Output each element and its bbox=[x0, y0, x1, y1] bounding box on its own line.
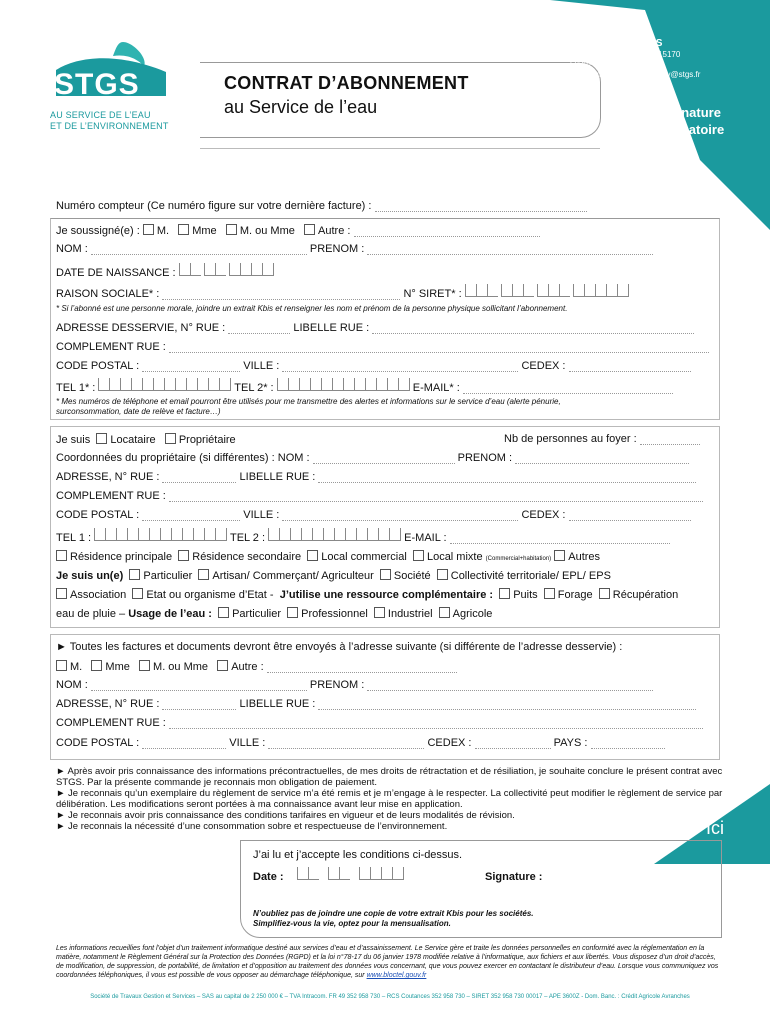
well-label: Puits bbox=[513, 589, 538, 601]
company-footer: Société de Travaux Gestion et Services – SAS au capital de 2 250 000 € – TVA Intracom. FR 49 352 958 730 – RCS Coutances 352 958 730 – SIRET 352 958 730 00017 – APE 3600Z - Dom. Banc. : Crédit Agricole Avranches bbox=[90, 994, 690, 1000]
email-label: E-MAIL* : bbox=[412, 382, 460, 394]
association-row bbox=[56, 588, 678, 601]
other-use-label: Autres bbox=[568, 551, 601, 563]
usage-professional-label: Professionnel bbox=[301, 608, 368, 620]
owner-complement-row bbox=[56, 490, 703, 502]
complement-field[interactable] bbox=[169, 342, 709, 353]
billing-country-field[interactable] bbox=[591, 738, 665, 749]
billing-postal-field[interactable] bbox=[142, 738, 226, 749]
return-address-2: 50307 Avranches Cedex 7 bbox=[570, 60, 664, 69]
billing-other-checkbox[interactable] bbox=[217, 660, 228, 671]
owner-cedex-field[interactable] bbox=[569, 510, 691, 521]
meter-number-field[interactable] bbox=[375, 201, 587, 212]
civility-m-mme-label: M. ou Mme bbox=[239, 225, 295, 237]
usage-row bbox=[56, 607, 492, 620]
civility-m-mme-checkbox[interactable] bbox=[226, 224, 237, 235]
postal-row bbox=[56, 360, 691, 372]
first-name-label: PRENOM : bbox=[309, 243, 365, 255]
billing-cedex-field[interactable] bbox=[475, 738, 551, 749]
owner-name-row bbox=[56, 452, 689, 464]
collectivity-checkbox[interactable] bbox=[437, 569, 448, 580]
owner-phone2-label: TEL 2 : bbox=[229, 532, 266, 544]
legal-notice bbox=[56, 944, 724, 980]
owner-name-field[interactable] bbox=[313, 453, 455, 464]
rainwater-checkbox[interactable] bbox=[599, 588, 610, 599]
secondary-residence-label: Résidence secondaire bbox=[192, 551, 302, 563]
company-label: Société bbox=[393, 570, 431, 582]
page-title: CONTRAT D’ABONNEMENT bbox=[224, 73, 469, 93]
logo-tagline-2: ET DE L’ENVIRONNEMENT bbox=[50, 121, 169, 131]
household-field[interactable] bbox=[640, 434, 700, 445]
logo-text: STGS bbox=[54, 68, 140, 101]
complement-label: COMPLEMENT RUE : bbox=[56, 341, 166, 353]
mixed-checkbox[interactable] bbox=[413, 550, 424, 561]
company-name-label: RAISON SOCIALE* : bbox=[56, 288, 160, 300]
rainwater-label: Récupération bbox=[612, 589, 679, 601]
phone2-label: TEL 2* : bbox=[234, 382, 274, 394]
first-name-field[interactable] bbox=[367, 244, 653, 255]
owner-address-row bbox=[56, 471, 696, 483]
civility-other-checkbox[interactable] bbox=[304, 224, 315, 235]
service-address-label: ADRESSE DESSERVIE, N° RUE : bbox=[56, 322, 226, 334]
billing-m-mme-checkbox[interactable] bbox=[139, 660, 150, 671]
owner-label: Propriétaire bbox=[178, 434, 236, 446]
company-note: * Si l’abonné est une personne morale, joindre un extrait Kbis et renseigner les nom et prénom de la personne physique sollicitant l’abonnement. bbox=[56, 304, 568, 313]
residence-row bbox=[56, 550, 600, 563]
individual-label: Particulier bbox=[143, 570, 193, 582]
last-name-label: NOM : bbox=[56, 243, 88, 255]
return-info bbox=[570, 38, 760, 80]
date-label: Date : bbox=[253, 871, 284, 883]
civility-mme-checkbox[interactable] bbox=[178, 224, 189, 235]
household-row bbox=[504, 433, 700, 445]
title-underline bbox=[200, 148, 600, 149]
association-label: Association bbox=[70, 589, 127, 601]
phone-row bbox=[56, 378, 673, 394]
company-name-field[interactable] bbox=[162, 289, 400, 300]
billing-mme-label: Mme bbox=[105, 661, 130, 673]
birthdate-row bbox=[56, 263, 274, 279]
civility-m-label: M. bbox=[156, 225, 170, 237]
billing-address-label: ADRESSE, N° RUE : bbox=[56, 698, 160, 710]
return-title: A retourner à STGS bbox=[570, 38, 663, 49]
other-use-checkbox[interactable] bbox=[554, 550, 565, 561]
owner-complement-label: COMPLEMENT RUE : bbox=[56, 490, 166, 502]
civility-label: Je soussigné(e) : bbox=[56, 225, 140, 237]
billing-address-row bbox=[56, 698, 696, 710]
billing-m-label: M. bbox=[70, 661, 83, 673]
street-field[interactable] bbox=[372, 323, 694, 334]
artisan-label: Artisan/ Commerçant/ Agriculteur bbox=[212, 570, 374, 582]
meter-number-row bbox=[56, 200, 587, 212]
postal-code-label: CODE POSTAL : bbox=[56, 360, 140, 372]
accept-text: J’ai lu et j’accepte les conditions ci-dessus. bbox=[253, 849, 463, 861]
billing-m-checkbox[interactable] bbox=[56, 660, 67, 671]
birthdate-field[interactable] bbox=[179, 263, 274, 279]
rainwater-label-cont: eau de pluie – bbox=[56, 608, 126, 620]
billing-city-field[interactable] bbox=[268, 738, 424, 749]
billing-postal-label: CODE POSTAL : bbox=[56, 737, 140, 749]
service-address-number-field[interactable] bbox=[228, 323, 290, 334]
owner-street-label: LIBELLE RUE : bbox=[239, 471, 316, 483]
owner-phone-row bbox=[56, 528, 670, 544]
sign-here-label: Ici bbox=[706, 818, 724, 838]
billing-complement-label: COMPLEMENT RUE : bbox=[56, 717, 166, 729]
owner-city-field[interactable] bbox=[282, 510, 518, 521]
state-label: Etat ou organisme d’Etat - bbox=[146, 589, 274, 601]
billing-other-label: Autre : bbox=[231, 661, 264, 673]
mixed-note: (Commercial+habitation) bbox=[485, 556, 552, 562]
page-subtitle: au Service de l’eau bbox=[224, 97, 378, 117]
borehole-checkbox[interactable] bbox=[544, 588, 555, 599]
billing-firstname-field[interactable] bbox=[367, 680, 653, 691]
billing-firstname-label: PRENOM : bbox=[309, 679, 365, 691]
tenant-label: Locataire bbox=[110, 434, 156, 446]
owner-phone1-field[interactable] bbox=[94, 528, 227, 544]
artisan-checkbox[interactable] bbox=[198, 569, 209, 580]
billing-country-label: PAYS : bbox=[553, 737, 588, 749]
owner-street-field[interactable] bbox=[318, 472, 696, 483]
usage-agricultural-label: Agricole bbox=[452, 608, 493, 620]
billing-name-row bbox=[56, 679, 653, 691]
last-name-field[interactable] bbox=[91, 244, 307, 255]
phone1-label: TEL 1* : bbox=[56, 382, 96, 394]
logo-tagline-1: AU SERVICE DE L’EAU bbox=[50, 110, 151, 120]
owner-firstname-label: PRENOM : bbox=[457, 452, 513, 464]
collectivity-label: Collectivité territoriale/ EPL/ EPS bbox=[450, 570, 611, 582]
phone2-field[interactable] bbox=[277, 378, 410, 394]
billing-m-mme-label: M. ou Mme bbox=[153, 661, 209, 673]
billing-intro: ► Toutes les factures et documents devront être envoyés à l’adresse suivante (si différente de l’adresse desservie) : bbox=[56, 641, 623, 653]
cedex-label: CEDEX : bbox=[521, 360, 566, 372]
billing-complement-field[interactable] bbox=[169, 718, 703, 729]
owner-cedex-label: CEDEX : bbox=[521, 509, 566, 521]
owner-firstname-field[interactable] bbox=[515, 453, 689, 464]
billing-complement-row bbox=[56, 717, 703, 729]
street-label: LIBELLE RUE : bbox=[293, 322, 370, 334]
tenant-checkbox[interactable] bbox=[96, 433, 107, 444]
billing-mme-checkbox[interactable] bbox=[91, 660, 102, 671]
signature-required bbox=[636, 104, 746, 138]
usage-industrial-checkbox[interactable] bbox=[374, 607, 385, 618]
return-address-1: 22 rue des Grèves – CS 15170 bbox=[570, 50, 681, 59]
owner-postal-row bbox=[56, 509, 691, 521]
mixed-label: Local mixte bbox=[426, 551, 483, 563]
owner-email-label: E-MAIL : bbox=[404, 532, 447, 544]
household-label: Nb de personnes au foyer : bbox=[504, 433, 637, 445]
owner-city-label: VILLE : bbox=[243, 509, 280, 521]
signature-field[interactable] bbox=[551, 865, 711, 905]
usage-industrial-label: Industriel bbox=[387, 608, 433, 620]
billing-name-label: NOM : bbox=[56, 679, 88, 691]
usage-agricultural-checkbox[interactable] bbox=[439, 607, 450, 618]
billing-other-field[interactable] bbox=[267, 662, 457, 673]
terms-p4: ► Je reconnais la nécessité d’une consommation sobre et respectueuse de l’environnement. bbox=[56, 821, 448, 832]
stgs-logo bbox=[48, 38, 178, 138]
usage-individual-checkbox[interactable] bbox=[218, 607, 229, 618]
complement-row bbox=[56, 341, 709, 353]
billing-name-field[interactable] bbox=[91, 680, 307, 691]
entity-row bbox=[56, 569, 611, 582]
civility-row bbox=[56, 224, 540, 237]
signature-label: Signature : bbox=[485, 871, 543, 883]
return-email: Ou par mail : contrat-pontivy@stgs.fr bbox=[570, 70, 701, 79]
owner-complement-field[interactable] bbox=[169, 491, 703, 502]
postal-code-field[interactable] bbox=[142, 361, 240, 372]
tenant-row bbox=[56, 433, 236, 446]
usage-individual-label: Particulier bbox=[232, 608, 281, 620]
company-checkbox[interactable] bbox=[380, 569, 391, 580]
owner-postal-label: CODE POSTAL : bbox=[56, 509, 140, 521]
monthly-reminder: Simplifiez-vous la vie, optez pour la mensualisation. bbox=[253, 919, 451, 928]
commercial-label: Local commercial bbox=[321, 551, 407, 563]
kbis-reminder: N’oubliez pas de joindre une copie de votre extrait Kbis pour les sociétés. bbox=[253, 909, 534, 918]
usage-label: Usage de l’eau : bbox=[128, 608, 212, 620]
date-field[interactable] bbox=[297, 867, 404, 883]
siret-field[interactable] bbox=[465, 284, 629, 300]
civility-m-checkbox[interactable] bbox=[143, 224, 154, 235]
billing-city-label: VILLE : bbox=[229, 737, 266, 749]
birthdate-label: DATE DE NAISSANCE : bbox=[56, 267, 176, 279]
civility-other-label: Autre : bbox=[318, 225, 351, 237]
terms-p3: ► Je reconnais avoir pris connaissance des conditions tarifaires en vigueur et de leurs modalités de révision. bbox=[56, 810, 515, 821]
usage-professional-checkbox[interactable] bbox=[287, 607, 298, 618]
title-box bbox=[200, 62, 601, 138]
civility-mme-label: Mme bbox=[192, 225, 217, 237]
civility-other-field[interactable] bbox=[354, 226, 540, 237]
status-label: Je suis bbox=[56, 434, 91, 446]
terms-p1: ► Après avoir pris connaissance des informations précontractuelles, de mes droits de rétractation et de résiliation, je souhaite conclure le présent contrat avec STGS. Par la présente commande je reconnais mon obligation de paiement. bbox=[56, 766, 723, 788]
siret-label: N° SIRET* : bbox=[403, 288, 462, 300]
secondary-residence-checkbox[interactable] bbox=[178, 550, 189, 561]
owner-phone1-label: TEL 1 : bbox=[56, 532, 92, 544]
association-checkbox[interactable] bbox=[56, 588, 67, 599]
name-row bbox=[56, 243, 653, 255]
owner-checkbox[interactable] bbox=[165, 433, 176, 444]
owner-postal-field[interactable] bbox=[142, 510, 240, 521]
billing-street-label: LIBELLE RUE : bbox=[239, 698, 316, 710]
owner-address-field[interactable] bbox=[162, 472, 236, 483]
billing-cedex-label: CEDEX : bbox=[427, 737, 472, 749]
primary-residence-checkbox[interactable] bbox=[56, 550, 67, 561]
bloctel-link[interactable]: www.bloctel.gouv.fr bbox=[366, 972, 427, 979]
meter-number-label: Numéro compteur (Ce numéro figure sur votre dernière facture) : bbox=[56, 200, 372, 212]
billing-civility-row bbox=[56, 660, 457, 673]
owner-name-label: Coordonnées du propriétaire (si différentes) : NOM : bbox=[56, 452, 310, 464]
city-field[interactable] bbox=[282, 361, 518, 372]
entity-label: Je suis un(e) bbox=[56, 570, 124, 582]
owner-address-label: ADRESSE, N° RUE : bbox=[56, 471, 160, 483]
commercial-checkbox[interactable] bbox=[307, 550, 318, 561]
service-address-row bbox=[56, 322, 694, 334]
phone1-field[interactable] bbox=[98, 378, 231, 394]
signature-required-line2: obligatoire bbox=[657, 122, 725, 137]
city-label: VILLE : bbox=[243, 360, 280, 372]
individual-checkbox[interactable] bbox=[129, 569, 140, 580]
primary-residence-label: Résidence principale bbox=[70, 551, 173, 563]
billing-address-field[interactable] bbox=[162, 699, 236, 710]
contact-note-2: surconsommation, date de relève et facture…) bbox=[56, 407, 221, 416]
signature-box bbox=[240, 840, 722, 938]
signature-required-line1: Signature bbox=[661, 105, 721, 120]
legal-text: Les informations recueillies font l’objet d’un traitement informatique destiné aux services d’eau et d’assainissement. Le Service gère et traite les données personnelles en conformité avec la réglementation en la matière, notamment le Règlement Général sur la Protection des Données (RGPD) et la loi n°78-17 du 06 janvier 1978 modifiée relative à l’informatique, aux fichiers et aux libertés. Vous disposez d’un droit d’accès, de modification, de suppression, de portabilité, de limitation et d’opposition au traitement des données vous concernant, que vous pouvez exercer en contactant le distributeur d’eau. Lorsque vous communiquez vos coordonnées téléphoniques, il vous est possible de vous opposer au démarchage téléphonique, sur bbox=[56, 945, 719, 979]
cedex-field[interactable] bbox=[569, 361, 691, 372]
borehole-label: Forage bbox=[557, 589, 593, 601]
owner-phone2-field[interactable] bbox=[268, 528, 401, 544]
state-checkbox[interactable] bbox=[132, 588, 143, 599]
email-field[interactable] bbox=[463, 383, 673, 394]
company-row bbox=[56, 284, 629, 300]
resource-label: J’utilise une ressource complémentaire : bbox=[279, 589, 494, 601]
well-checkbox[interactable] bbox=[499, 588, 510, 599]
terms-p2: ► Je reconnais qu’un exemplaire du règlement de service m’a été remis et je m’engage à le respecter. La collectivité peut modifier le règlement de service par délibération. Les modifications seront portées à ma connaissance avant leur mise en application. bbox=[56, 788, 723, 810]
contact-note-1: * Mes numéros de téléphone et email pourront être utilisés pour me transmettre des alertes et informations sur le service d’eau (alerte pénurie, bbox=[56, 397, 561, 406]
terms bbox=[56, 766, 724, 832]
billing-postal-row bbox=[56, 737, 665, 749]
owner-email-field[interactable] bbox=[450, 533, 670, 544]
billing-street-field[interactable] bbox=[318, 699, 696, 710]
